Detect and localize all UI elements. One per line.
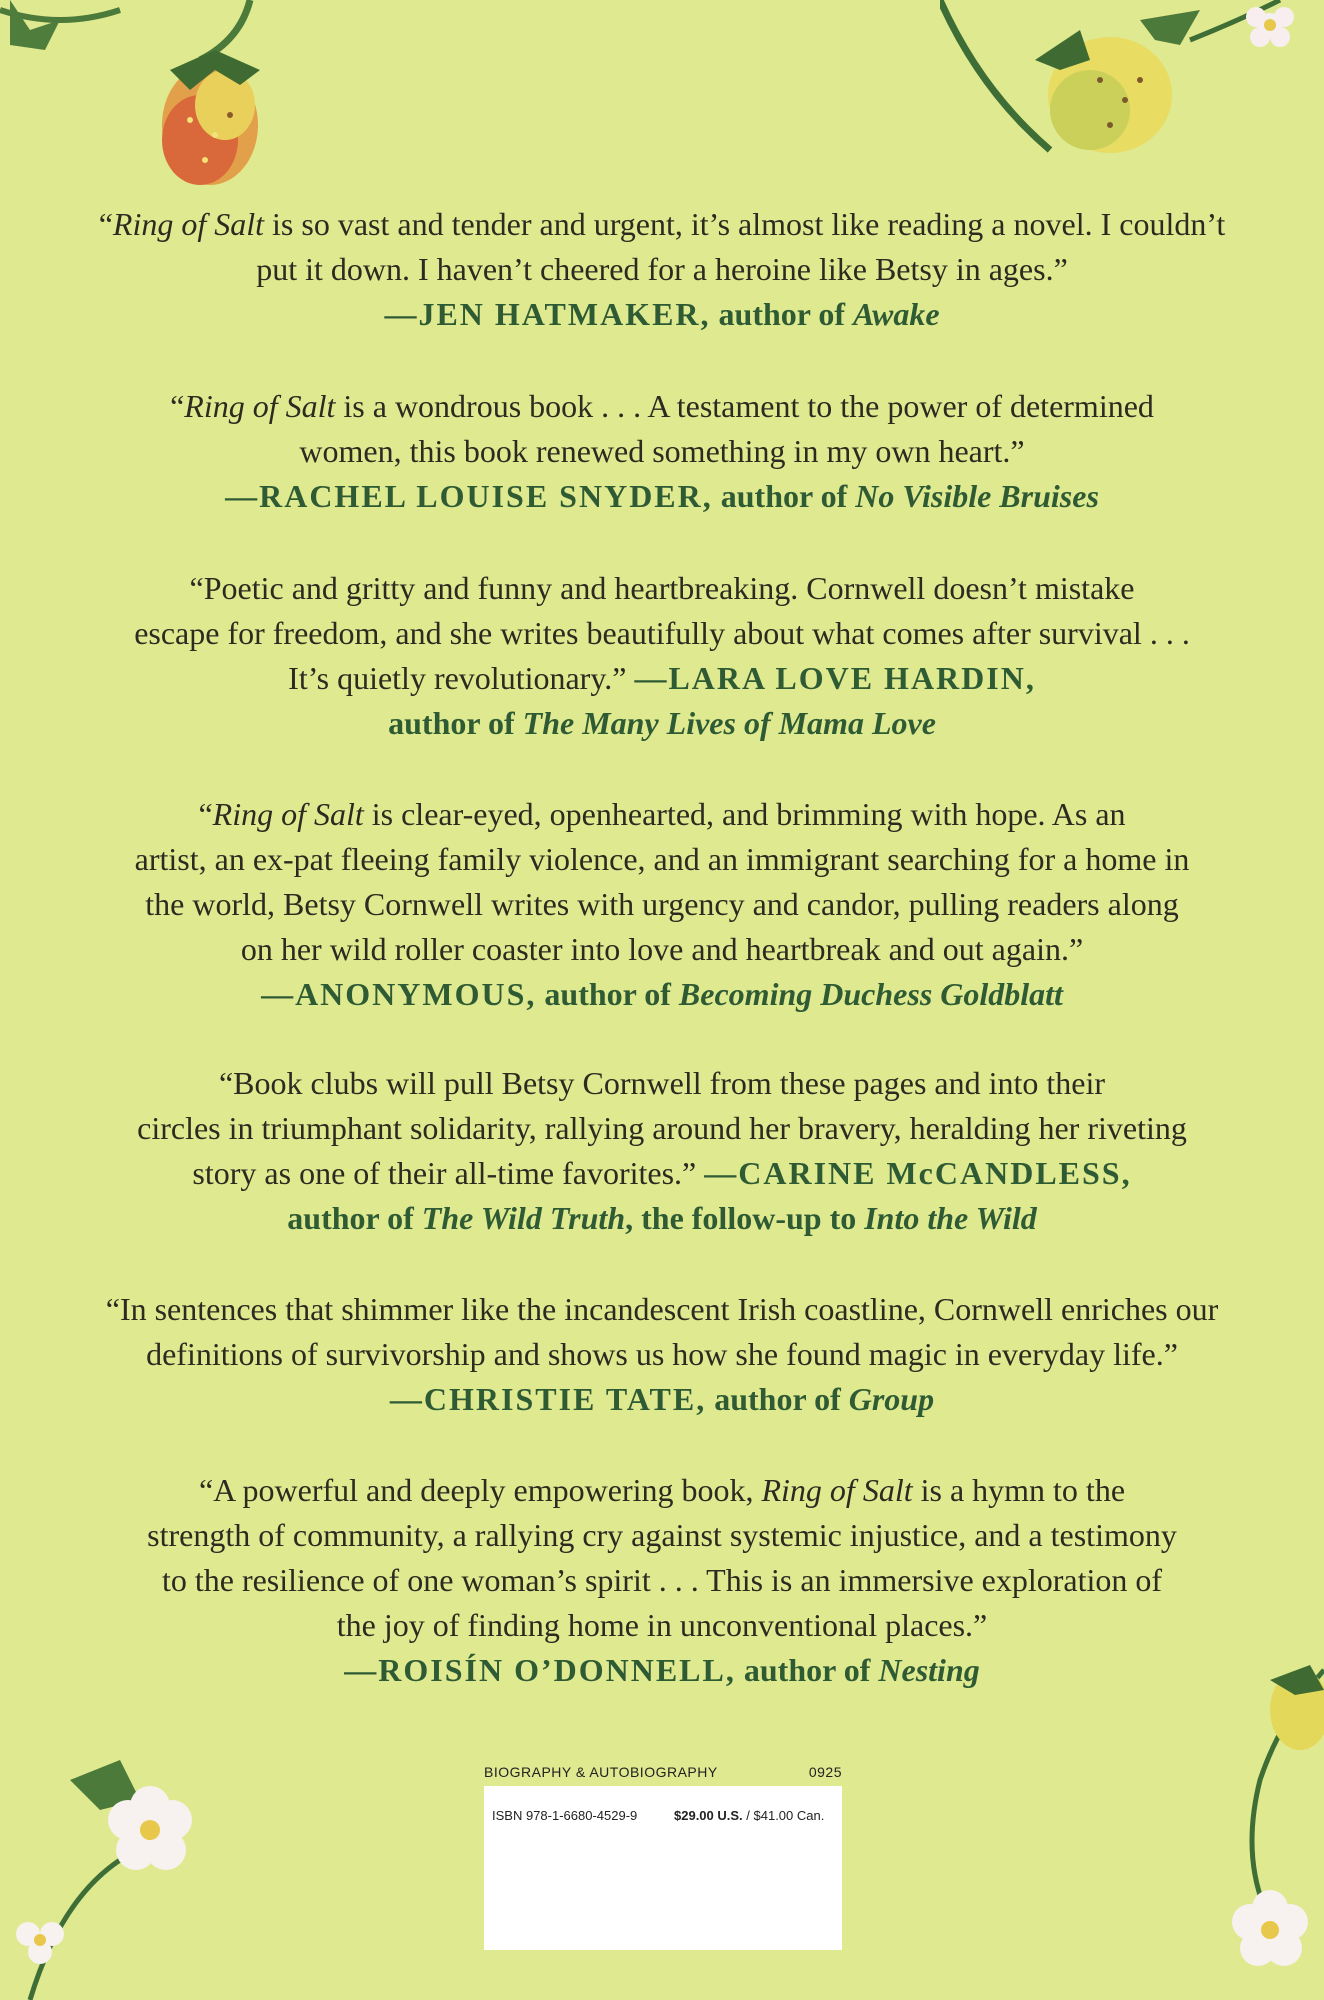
blurb-text: women, this book renewed something in my own heart.”: [299, 433, 1025, 469]
blurb-line: [0, 656, 1324, 701]
category-label: [484, 1764, 842, 1780]
attribution-name: —ROISÍN O’DONNELL,: [344, 1652, 736, 1688]
blurb-line: [0, 429, 1324, 474]
blurb-jen-hatmaker: [0, 202, 1324, 337]
blurb-text: Becoming Duchess Goldblatt: [678, 976, 1063, 1012]
blurb-text: circles in triumphant solidarity, rallying around her bravery, heralding her riveting: [137, 1110, 1187, 1146]
blurb-line: [0, 384, 1324, 429]
blurb-line: [0, 701, 1324, 746]
isbn-text: ISBN 978-1-6680-4529-9: [492, 1808, 638, 1823]
blurb-text: Into the Wild: [864, 1200, 1037, 1236]
blurb-text: “: [170, 388, 185, 424]
blurb-text: , the follow-up to: [625, 1200, 865, 1236]
blurb-text: strength of community, a rallying cry against systemic injustice, and a testimony: [147, 1517, 1177, 1553]
blurb-text: Nesting: [878, 1652, 980, 1688]
blurb-line: [0, 1106, 1324, 1151]
attribution-name: —JEN HATMAKER,: [384, 296, 711, 332]
category-text: BIOGRAPHY & AUTOBIOGRAPHY: [484, 1764, 718, 1780]
blurb-line: [0, 882, 1324, 927]
blurb-text: author of: [706, 1381, 849, 1417]
blurb-line: [0, 837, 1324, 882]
blurb-text: is a hymn to the: [912, 1472, 1126, 1508]
blurb-text: Ring of Salt: [112, 206, 265, 242]
blurb-line: [0, 292, 1324, 337]
blurb-text: author of: [287, 1200, 422, 1236]
blurb-text: The Wild Truth: [421, 1200, 626, 1236]
blurb-line: [0, 1558, 1324, 1603]
blurb-anonymous: [0, 792, 1324, 1017]
price-us: $29.00 U.S.: [674, 1808, 743, 1823]
blurb-text: “: [198, 796, 213, 832]
strawberry-illustration-top-left: [0, 0, 330, 210]
blurb-line: [0, 972, 1324, 1017]
blurb-line: [0, 1648, 1324, 1693]
blurb-line: [0, 927, 1324, 972]
blurb-text: “Book clubs will pull Betsy Cornwell from these pages and into their: [218, 1065, 1106, 1101]
blurb-text: “: [98, 206, 113, 242]
blurb-text: definitions of survivorship and shows us how she found magic in everyday life.”: [146, 1336, 1178, 1372]
attribution-name: —CHRISTIE TATE,: [389, 1381, 707, 1417]
blurb-line: [0, 1377, 1324, 1422]
blurb-line: [0, 1151, 1324, 1196]
blurb-text: the joy of finding home in unconventional places.”: [336, 1607, 988, 1643]
blurb-text: author of: [388, 705, 523, 741]
blurb-text: put it down. I haven’t cheered for a heroine like Betsy in ages.”: [256, 251, 1068, 287]
price-can: $41.00 Can.: [753, 1808, 825, 1823]
blurb-text: No Visible Bruises: [855, 478, 1099, 514]
blurb-text: author of: [536, 976, 679, 1012]
blurb-roisin-odonnell: [0, 1468, 1324, 1693]
blurb-text: The Many Lives of Mama Love: [522, 705, 936, 741]
blurb-text: to the resilience of one woman’s spirit . . . This is an immersive exploration of: [161, 1562, 1163, 1598]
blurb-text: is so vast and tender and urgent, it’s almost like reading a novel. I couldn’t: [264, 206, 1226, 242]
blurb-rachel-louise-snyder: [0, 384, 1324, 519]
blurb-text: “Poetic and gritty and funny and heartbreaking. Cornwell doesn’t mistake: [189, 570, 1135, 606]
attribution-name: —RACHEL LOUISE SNYDER,: [225, 478, 713, 514]
attribution-name: —LARA LOVE HARDIN,: [634, 660, 1036, 696]
blurb-line: [0, 1196, 1324, 1241]
blurb-carine-mccandless: [0, 1061, 1324, 1241]
blurb-lara-love-hardin: [0, 566, 1324, 746]
attribution-name: —ANONYMOUS,: [261, 976, 537, 1012]
blurb-text: the world, Betsy Cornwell writes with urgency and candor, pulling readers along: [145, 886, 1179, 922]
blurb-text: “A powerful and deeply empowering book,: [198, 1472, 762, 1508]
blurb-line: [0, 1287, 1324, 1332]
attribution-name: —CARINE McCANDLESS,: [704, 1155, 1132, 1191]
blurb-line: [0, 792, 1324, 837]
blurb-line: [0, 1468, 1324, 1513]
price-text: [674, 1808, 824, 1823]
strawberry-illustration-top-right: [940, 0, 1324, 190]
blurb-text: artist, an ex-pat fleeing family violence, and an immigrant searching for a home in: [134, 841, 1190, 877]
blurb-line: [0, 1513, 1324, 1558]
blurb-line: [0, 474, 1324, 519]
blurb-line: [0, 202, 1324, 247]
blurb-text: author of: [735, 1652, 879, 1688]
blurb-line: [0, 1603, 1324, 1648]
blurb-text: on her wild roller coaster into love and heartbreak and out again.”: [240, 931, 1084, 967]
blurb-text: “In sentences that shimmer like the incandescent Irish coastline, Cornwell enriches our: [105, 1291, 1219, 1327]
blurb-christie-tate: [0, 1287, 1324, 1422]
blurb-line: [0, 1061, 1324, 1106]
blurb-line: [0, 1332, 1324, 1377]
blurb-text: escape for freedom, and she writes beautifully about what comes after survival . . .: [134, 615, 1190, 651]
blurb-text: Ring of Salt: [184, 388, 336, 424]
blurb-line: [0, 247, 1324, 292]
blurb-text: author of: [712, 478, 856, 514]
blurb-text: It’s quietly revolutionary.”: [288, 660, 635, 696]
blurb-text: Ring of Salt: [761, 1472, 913, 1508]
blurb-text: is clear-eyed, openhearted, and brimming with hope. As an: [363, 796, 1126, 832]
blurb-line: [0, 566, 1324, 611]
blurb-text: story as one of their all-time favorites.”: [192, 1155, 705, 1191]
blurb-text: is a wondrous book . . . A testament to the power of determined: [335, 388, 1154, 424]
blurb-text: Ring of Salt: [212, 796, 364, 832]
blurb-line: [0, 611, 1324, 656]
strawberry-flower-illustration-bottom-right: [1200, 1660, 1324, 2000]
blurb-text: Group: [848, 1381, 935, 1417]
strawberry-flower-illustration-bottom-left: [0, 1720, 220, 2000]
blurb-text: Awake: [853, 296, 940, 332]
blurb-text: author of: [710, 296, 854, 332]
category-code: 0925: [808, 1764, 842, 1780]
price-separator: /: [742, 1808, 754, 1823]
